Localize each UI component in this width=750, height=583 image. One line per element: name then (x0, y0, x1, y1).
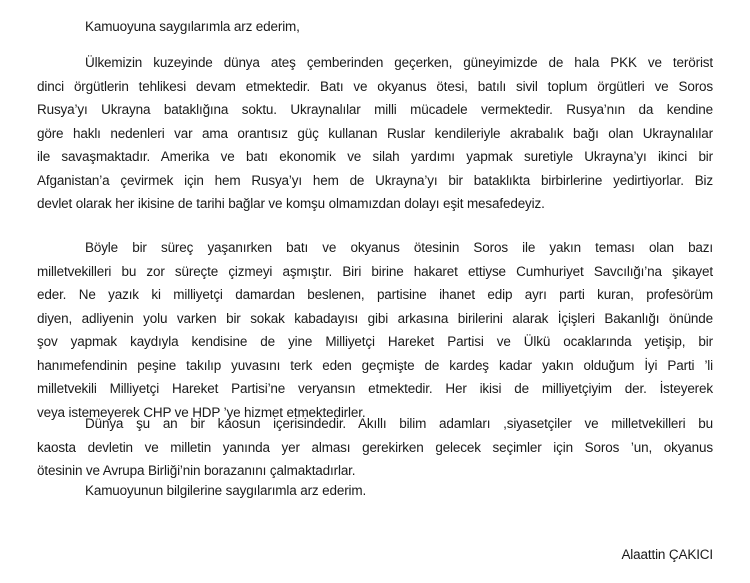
paragraph-1-line: ile savaşmaktadır. Amerika ve batı ekonomik ve silah yardımı yapmak suretiyle Ukrayna’yı ikinci bir (37, 149, 713, 164)
signature: Alaattin ÇAKICI (621, 547, 713, 562)
paragraph-2-line: veya istemeyerek CHP ve HDP ’ye hizmet etmektedirler. (37, 404, 366, 420)
paragraph-2-line: hanımefendinin peşine takılıp yuvasını terk eden geçmişte de kardeş kadar yakın olduğum İyi Parti ’li (37, 357, 713, 373)
paragraph-2-line: milletvekili Milliyetçi Hareket Partisi’ne veryansın etmektedir. Her ikisi de milliyetçiyim der. İsteyerek (37, 381, 713, 396)
paragraph-2-line: eder. Ne yazık ki milliyetçi damardan beslenen, partisine ihanet edip ayrı parti kuran, profesörüm (37, 287, 713, 302)
paragraph-1-line: Ülkemizin kuzeyinde dünya ateş çemberinden geçerken, güneyimizde de hala PKK ve terörist (85, 55, 713, 70)
paragraph-1-line: dinci örgütlerin tehlikesi devam etmektedir. Batı ve okyanus ötesi, batılı sivil toplum örgütleri ve Soros (37, 78, 713, 94)
paragraph-1-line: devlet olarak her ikisine de tarihi bağlar ve komşu olmamızdan dolayı eşit mesafedeyiz. (37, 196, 545, 211)
closing: Kamuoyunun bilgilerine saygılarımla arz ederim. (85, 483, 367, 498)
paragraph-3-line: kaosta devletin ve milletin yanında yer alması gerekirken gelecek seçimler için Soros ’un, okyanus (37, 439, 713, 455)
paragraph-2-line: şov yapmak kaydıyla kendisine de yine Milliyetçi Hareket Partisi ve Ülkü ocaklarında yetişip, bir (37, 334, 713, 349)
paragraph-1-line: Rusya’yı Ukrayna bataklığına soktu. Ukraynalılar milli mücadele vermektedir. Rusya’nın da kendine (37, 102, 713, 117)
paragraph-2-line: diyen, adliyenin yolu varken bir sokak kabadayısı gibi arkasına birilerini alarak İçişleri Bakanlığı önünde (37, 310, 713, 326)
greeting: Kamuoyuna saygılarımla arz ederim, (85, 19, 300, 34)
paragraph-2-line: milletvekilleri bu zor süreçte çizmeyi aşmıştır. Biri birine hakaret ettiyse Cumhuriyet Savcılığı’na şikayet (37, 263, 713, 279)
paragraph-2-line: Böyle bir süreç yaşanırken batı ve okyanus ötesinin Soros ile yakın teması olan bazı (85, 240, 713, 255)
paragraph-3-line: ötesinin ve Avrupa Birliği’nin borazanını çalmaktadırlar. (37, 463, 356, 478)
paragraph-1-line: Afganistan’a çevirmek için hem Rusya’yı hem de Ukrayna’yı bir bataklıkta birbirlerine yedirtiyorlar. Biz (37, 172, 713, 188)
paragraph-1-line: göre haklı nedenleri var ama orantısız güç kullanan Ruslar kendileriyle akrabalık bağı olan Ukraynalılar (37, 125, 713, 141)
paragraph-3-line: Dünya şu an bir kaosun içerisindedir. Akıllı bilim adamları ,siyasetçiler ve milletvekilleri bu (85, 416, 713, 431)
